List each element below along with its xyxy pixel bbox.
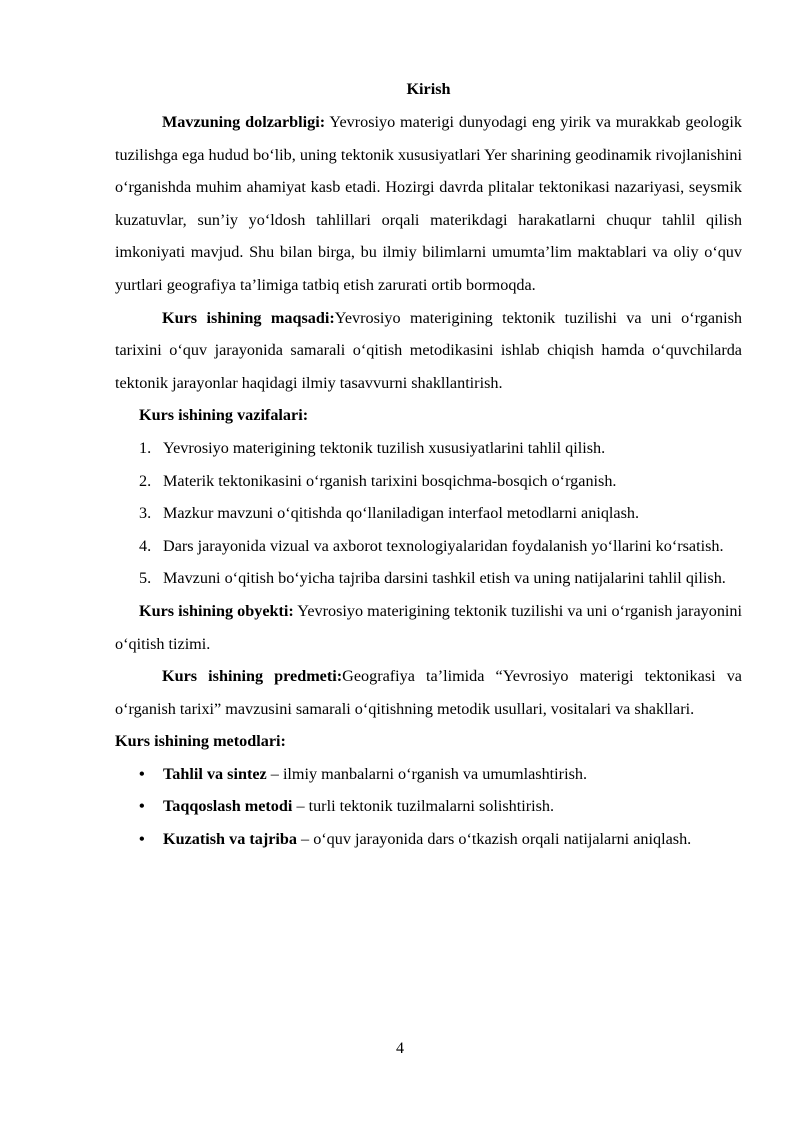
list-item — [115, 823, 742, 856]
list-item — [115, 497, 742, 530]
list-item-number: 5. — [139, 569, 152, 588]
method-term: Tahlil va sintez — [163, 764, 267, 783]
list-item — [115, 758, 742, 791]
list-item-text: Mavzuni o‘qitish bo‘yicha tajriba darsini tashkil etish va uning natijalarini tahlil qilish. — [163, 569, 726, 588]
subject-text: Geografiya ta’limida “Yevrosiyo materigi tektonikasi va o‘rganish tarixi” mavzusini samarali o‘qitishning metodik usullari, vositalari va shakllari. — [115, 667, 742, 718]
page-number: 4 — [396, 1040, 404, 1057]
list-item-text: Dars jarayonida vizual va axborot texnologiyalaridan foydalanish yo‘llarini ko‘rsatish. — [163, 536, 724, 555]
goal-paragraph — [115, 302, 742, 400]
goal-text: Yevrosiyo materigining tektonik tuzilishi va uni o‘rganish tarixini o‘quv jarayonida samarali o‘qitish metodikasini ishlab chiqish hamda o‘quvchilarda tektonik jarayonlar haqidagi ilmiy tasavvurni shakllantirish. — [115, 308, 742, 392]
list-item — [115, 562, 742, 595]
object-label: Kurs ishining obyekti: — [139, 601, 294, 620]
method-term: Taqqoslash metodi — [163, 797, 293, 816]
method-text: – turli tektonik tuzilmalarni solishtirish. — [292, 797, 555, 816]
methods-list — [115, 758, 742, 856]
list-item-number: 4. — [139, 536, 152, 555]
relevance-text: Yevrosiyo materigi dunyodagi eng yirik va murakkab geologik tuzilishga ega hudud bo‘lib, uning tektonik xususiyatlari Yer sharining geodinamik rivojlanishini o‘rganishda muhim ahamiyat kasb etadi. Hozirgi davrda plitalar tektonikasi nazariyasi, seysmik kuzatuvlar, sun’iy yo‘ldosh tahlillari orqali materikdagi harakatlarni chuqur tahlil qilish imkoniyati mavjud. Shu bilan birga, bu ilmiy bilimlarni umumta’lim maktablari va oliy o‘quv yurtlari geografiya ta’limiga tatbiq etish zarurati ortib bormoqda. — [115, 113, 742, 294]
bullet-icon: • — [139, 764, 145, 783]
list-item-text: Mazkur mavzuni o‘qitishda qo‘llaniladigan interfaol metodlarni aniqlash. — [163, 504, 640, 523]
subject-paragraph — [115, 660, 742, 725]
subject-label: Kurs ishining predmeti: — [162, 667, 343, 686]
tasks-heading: Kurs ishining vazifalari: — [139, 406, 309, 425]
relevance-label: Mavzuning dolzarbligi: — [162, 113, 326, 131]
goal-label: Kurs ishining maqsadi: — [162, 308, 335, 327]
list-item — [115, 790, 742, 823]
object-text: Yevrosiyo materigining tektonik tuzilishi va uni o‘rganish jarayonini o‘qitish tizimi. — [115, 601, 742, 653]
list-item — [115, 465, 742, 498]
list-item — [115, 530, 742, 563]
bullet-icon: • — [139, 797, 145, 816]
method-term: Kuzatish va tajriba — [163, 830, 297, 849]
bullet-icon: • — [139, 830, 145, 849]
tasks-list — [115, 432, 742, 595]
object-paragraph — [115, 595, 742, 660]
list-item-number: 2. — [139, 471, 152, 490]
page-title: Kirish — [406, 80, 451, 98]
method-text: – ilmiy manbalarni o‘rganish va umumlashtirish. — [266, 764, 588, 783]
list-item — [115, 432, 742, 465]
list-item-text: Materik tektonikasini o‘rganish tarixini bosqichma-bosqich o‘rganish. — [163, 471, 617, 490]
document-page — [115, 76, 742, 856]
list-item-number: 3. — [139, 504, 152, 523]
methods-heading: Kurs ishining metodlari: — [115, 732, 286, 751]
relevance-paragraph — [115, 106, 742, 302]
method-text: – o‘quv jarayonida dars o‘tkazish orqali natijalarni aniqlash. — [297, 830, 692, 849]
list-item-number: 1. — [139, 438, 152, 457]
list-item-text: Yevrosiyo materigining tektonik tuzilish xususiyatlarini tahlil qilish. — [163, 438, 606, 457]
